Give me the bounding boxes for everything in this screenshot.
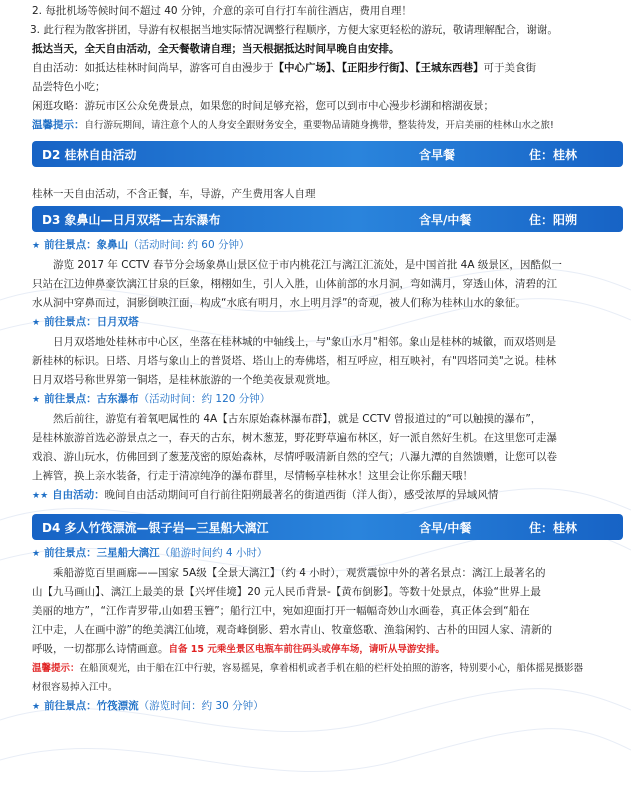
arrival-note: 抵达当天，全天自由活动，全天餐敬请自理；当天根据抵达时间早晚自由安排。	[32, 43, 400, 55]
place-center-square: 【中心广场】	[273, 62, 332, 74]
star-icon: ★	[32, 241, 41, 251]
day-2-desc: 桂林一天自由活动，不含正餐，车，导游，产生费用客人自理	[32, 188, 316, 200]
spot-bamboo-rafting: ★ 前往景点：竹筏漂流（游览时间：约 30 分钟）	[32, 700, 264, 712]
day-4-meal: 含早/中餐	[419, 520, 472, 535]
electric-car-note: 自备 15 元乘坐景区电瓶车前往码头或停车场，请听从导游安排。	[168, 644, 445, 655]
day-3-body: ★ 前往景点：象鼻山（活动时间: 约 60 分钟） 游览 2017 年 CCTV 春节分会场象鼻山景区位于市内桃花江与漓江汇流处，是中国首批 4A 级景区，因酷似一 只站在江边伸鼻豪饮漓江甘泉的巨象，栩栩如生，引人入胜，山体前部的水月洞，弯如满月，穿透山体，清碧的江 水从洞中穿鼻而过，洞影倒映江面，构成“水底有明月，水上明月浮”的奇观，被人们称为桂林山水的象征。 ★ 前往景点：日月双塔 日月双塔地处桂林市中心区，坐落在桂林城的中轴线上，与"象山水月"相邻。象山是桂林的城徽，而双塔则是 新桂林的标识。日塔、月塔与象山上的普贤塔、塔山上的寿佛塔，相互呼应，相互映衬，有"四塔同美"之说。桂林 日月双塔号称世界第一铜塔，是桂林旅游的一个绝美夜景观赏地。 ★ 前往景点：古东瀑布（活动时间：约 120 分钟） 然后前往，游览有着氧吧属性的 4A【古东原始森林瀑布群】，就是 CCTV 曾报道过的“可以触摸的瀑布”， 是桂林旅游首选必游景点之一，春天的古东，树木葱茏，野花野草遍布林区，好一派自然好生机。在这里您可走瀑 戏浪、游山玩水，仿佛回到了葱茏茂密的原始森林，尽情呼吸清新自然的空气；八瀑九潭的自然馈赠，让您可以卷 上裤管，换上亲水装备，行走于清凉纯净的瀑布群里，尽情畅享桂林水！这里会让你乐翻天哦！ ★★ 自由活动：晚间自由活动期间可自行前往阳朔最著名的街道西街（洋人街），感受浓厚的异域风情	[0, 232, 631, 506]
day-3-stay: 住：阳朔	[529, 212, 578, 227]
warm-tip: 温馨提示：自行游玩期间，请注意个人的人身安全跟财务安全，重要物品请随身携带，整装待发，开启美丽的桂林山水之旅!	[32, 119, 554, 131]
intro-line-1: 2. 每批机场等候时间不超过 40 分钟，介意的亲可自行打车前往酒店，费用自理！	[32, 5, 412, 17]
star-icon: ★	[32, 318, 41, 328]
place-wangcheng-lane: 【王城东西巷】	[415, 62, 484, 74]
cruise-warm-tip: 温馨提示：在船顶观光，由于船在江中行驶，容易摇晃，拿着相机或者手机在船的栏杆处拍照的游客，特别要小心，船体摇晃摄影器	[32, 663, 584, 674]
star-icon: ★	[32, 549, 41, 559]
intro-section	[0, 0, 631, 135]
day-3-title: D3 象鼻山—日月双塔—古东瀑布	[42, 212, 221, 227]
spot-li-river-cruise: ★ 前往景点：三星船大漓江（船游时间约 4 小时）	[32, 547, 268, 559]
place-zhengyang-street: 【正阳步行街】	[341, 62, 405, 74]
day-3-free-activity: ★★ 自由活动：晚间自由活动期间可自行前往阳朔最著名的街道西街（洋人街），感受浓厚的异域风情	[32, 489, 499, 501]
intro-line-2: 3. 此行程为散客拼团，导游有权根据当地实际情况调整行程顺序，方便大家更轻松的游玩，敬请理解配合，谢谢。	[30, 24, 558, 36]
day-4-title: D4 多人竹筏漂流—银子岩—三星船大漓江	[42, 520, 269, 535]
day-4-header	[32, 514, 623, 540]
day-3-header	[32, 206, 623, 232]
day-2-body	[0, 167, 631, 206]
star-icon: ★	[32, 395, 41, 405]
day-4-body: ★ 前往景点：三星船大漓江（船游时间约 4 小时） 乘船游览百里画廊——国家 5A级【全景大漓江】（约 4 小时），观赏震惊中外的著名景点：漓江上最著名的 山【九马画山】、漓江上最美的景【兴坪佳境】20 元人民币背景-【黄布倒影】。等数十处景点，体验“世界上最 美丽的地方”，“江作青罗带,山如碧玉簪”；船行江中，宛如迎面打开一幅幅奇妙山水画卷，真正体会到“船在 江中走，人在画中游”的绝美漓江仙境，观奇峰倒影、碧水青山、牧童悠歌、渔翁闲钓、古朴的田园人家、清新的 呼吸，一切都那么诗情画意。自备 15 元乘坐景区电瓶车前往码头或停车场，请听从导游安排。 温馨提示：在船顶观光，由于船在江中行驶，容易摇晃，拿着相机或者手机在船的栏杆处拍照的游客，特别要小心，船体摇晃摄影器 材很容易掉入江中。 ★ 前往景点：竹筏漂流（游览时间：约 30 分钟）	[0, 540, 631, 717]
day-2-title: D2 桂林自由活动	[42, 147, 137, 162]
spot-elephant-trunk-hill: ★ 前往景点：象鼻山（活动时间: 约 60 分钟）	[32, 239, 250, 251]
star-icon: ★★	[32, 491, 49, 501]
leisure-tip: 闲逛攻略：游玩市区公众免费景点，如果您的时间足够充裕，您可以到市中心漫步杉湖和榕湖夜景；	[32, 100, 494, 112]
spot-sun-moon-pagodas: ★ 前往景点：日月双塔	[32, 316, 139, 328]
free-activity-line-2: 品尝特色小吃；	[32, 81, 106, 93]
day-2-header	[32, 141, 623, 167]
day-4-stay: 住：桂林	[529, 520, 578, 535]
day-2-meal: 含早餐	[419, 147, 456, 162]
day-2-stay: 住：桂林	[529, 147, 578, 162]
day-3-meal: 含早/中餐	[419, 212, 472, 227]
spot-gudong-waterfall: ★ 前往景点：古东瀑布（活动时间：约 120 分钟）	[32, 393, 271, 405]
free-activity-line: 自由活动：如抵达桂林时间尚早，游客可自由漫步于【中心广场】、【正阳步行街】、【王城东西巷】可于美食街	[32, 62, 536, 74]
star-icon: ★	[32, 702, 41, 712]
